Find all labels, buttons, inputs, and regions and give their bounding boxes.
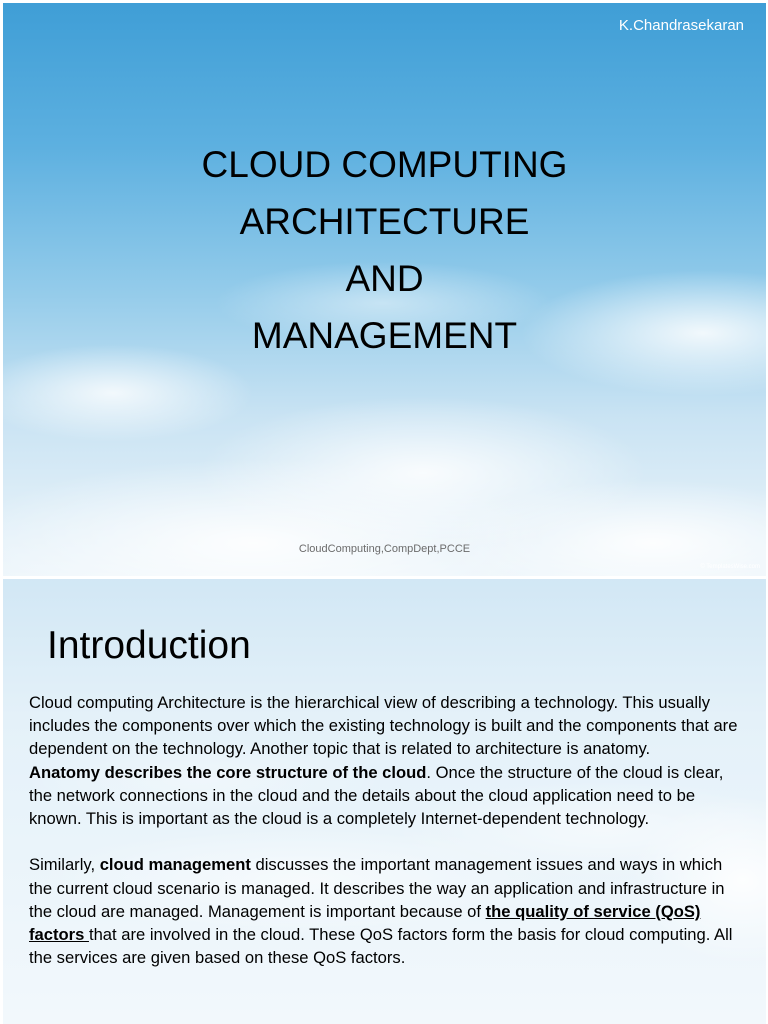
paragraph-anatomy xyxy=(29,761,741,831)
title-line: AND xyxy=(345,258,424,299)
management-text-b: discusses the important management issues and ways in which the current cloud scenario is managed. It describes the way an application and infrastructure in the cloud are managed. Management is important because of xyxy=(29,855,725,921)
management-emphasis: cloud management xyxy=(99,855,251,875)
template-credit: © TemplatesWise.com xyxy=(700,564,760,570)
title-line: ARCHITECTURE xyxy=(239,201,530,242)
paragraph-architecture: Cloud computing Architecture is the hierarchical view of describing a technology. This usually includes the components over which the existing technology is built and the components that are dependent on the technology. Another topic that is related to architecture is anatomy. xyxy=(29,693,738,759)
title-line: MANAGEMENT xyxy=(251,315,518,356)
anatomy-text: . Once the structure of the cloud is clear, the network connections in the cloud and the details about the cloud application need to be known. This is important as the cloud is a completely Internet-dependent technology. xyxy=(29,762,724,829)
qos-emphasis: the quality of service (QoS) factors xyxy=(29,901,701,945)
slide-footer: CloudComputing,CompDept,PCCE xyxy=(298,543,471,555)
paragraph-management xyxy=(29,853,741,969)
slide-title xyxy=(3,136,766,364)
title-line: CLOUD COMPUTING xyxy=(201,144,568,185)
slide-heading: Introduction xyxy=(47,624,251,667)
introduction-slide xyxy=(3,579,766,1024)
author-name: K.Chandrasekaran xyxy=(618,17,744,34)
slide-body xyxy=(29,691,741,969)
title-slide xyxy=(3,3,766,576)
management-text-c: that are involved in the cloud. These QoS factors form the basis for cloud computing. All the services are given based on these QoS factors. xyxy=(29,925,733,968)
anatomy-emphasis: Anatomy describes the core structure of the cloud xyxy=(29,762,427,782)
management-text-a: Similarly, xyxy=(29,855,100,875)
